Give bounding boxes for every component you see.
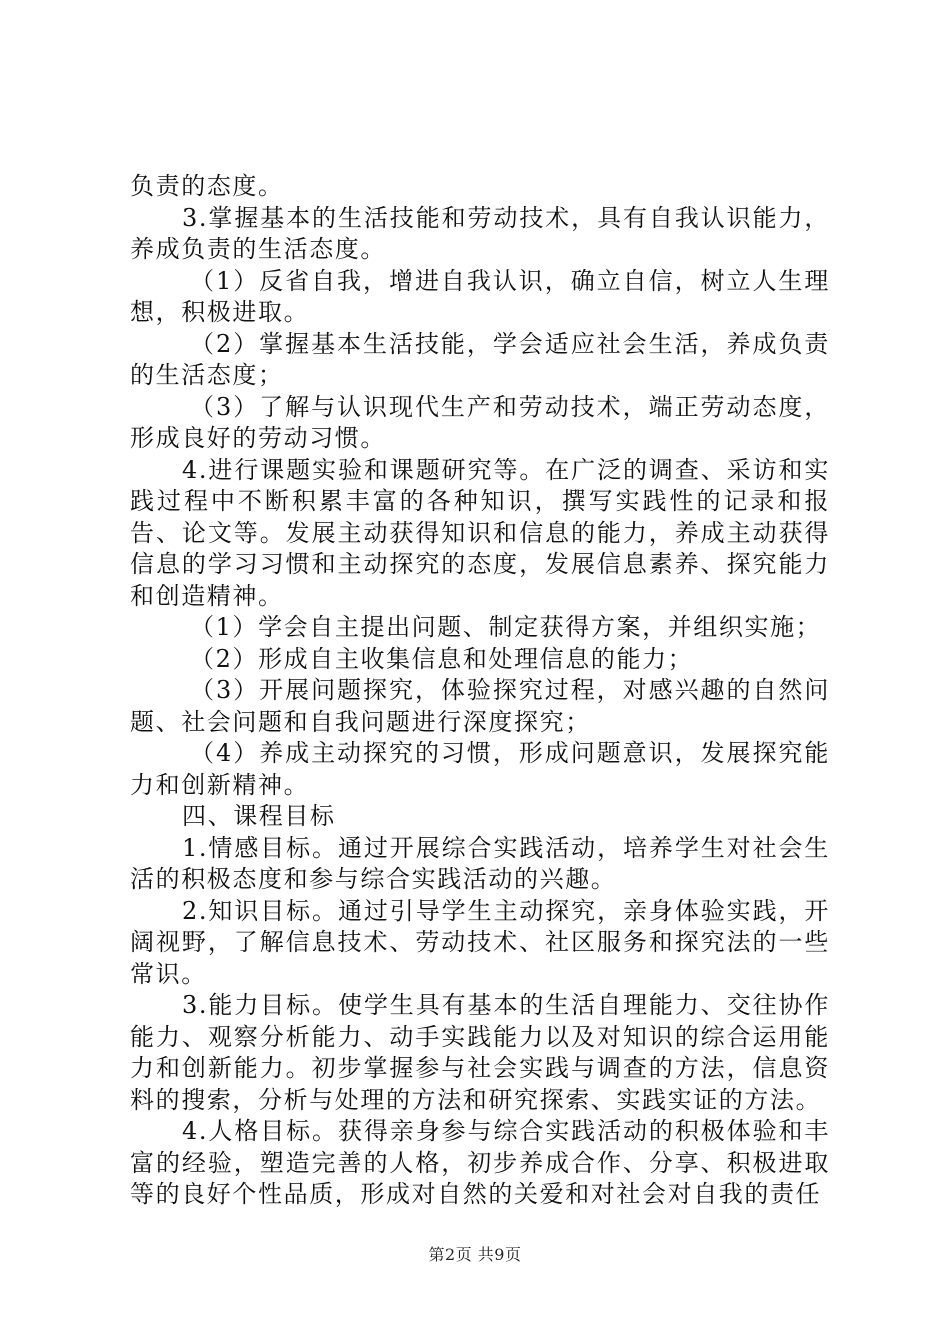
- paragraph: 3.掌握基本的生活技能和劳动技术，具有自我认识能力，养成负责的生活态度。: [130, 203, 830, 263]
- paragraph: （2）掌握基本生活技能，学会适应社会生活，养成负责的生活态度；: [130, 329, 830, 389]
- section-heading: 四、课程目标: [182, 802, 336, 830]
- paragraph: （3）开展问题探究，体验探究过程，对感兴趣的自然问题、社会问题和自我问题进行深度探究；: [130, 676, 830, 736]
- paragraph: 负责的态度。: [130, 172, 284, 200]
- paragraph: 1.情感目标。通过开展综合实践活动，培养学生对社会生活的积极态度和参与综合实践活动的兴趣。: [130, 833, 830, 893]
- paragraph: （1）反省自我，增进自我认识，确立自信，树立人生理想，积极进取。: [130, 266, 830, 326]
- paragraph: 4.进行课题实验和课题研究等。在广泛的调查、采访和实践过程中不断积累丰富的各种知识，撰写实践性的记录和报告、论文等。发展主动获得知识和信息的能力，养成主动获得信息的学习习惯和主动探究的态度，发展信息素养、探究能力和创造精神。: [130, 455, 830, 610]
- paragraph: 4.人格目标。获得亲身参与综合实践活动的积极体验和丰富的经验，塑造完善的人格，初步养成合作、分享、积极进取等的良好个性品质，形成对自然的关爱和对社会对自我的责任: [130, 1117, 830, 1208]
- page-number-footer: 第2页 共9页: [428, 1245, 522, 1264]
- paragraph: （2）形成自主收集信息和处理信息的能力；: [190, 644, 694, 673]
- document-body: [130, 171, 830, 1211]
- paragraph: （1）学会自主提出问题、制定获得方案，并组织实施；: [190, 613, 822, 641]
- paragraph: （4）养成主动探究的习惯，形成问题意识，发展探究能力和创新精神。: [130, 739, 830, 799]
- paragraph: 2.知识目标。通过引导学生主动探究，亲身体验实践，开阔视野，了解信息技术、劳动技术、社区服务和探究法的一些常识。: [130, 896, 830, 988]
- paragraph: 3.能力目标。使学生具有基本的生活自理能力、交往协作能力、观察分析能力、动手实践能力以及对知识的综合运用能力和创新能力。初步掌握参与社会实践与调查的方法，信息资料的搜索，分析与处理的方法和研究探索、实践实证的方法。: [130, 991, 830, 1114]
- paragraph: （3）了解与认识现代生产和劳动技术，端正劳动态度，形成良好的劳动习惯。: [130, 392, 830, 452]
